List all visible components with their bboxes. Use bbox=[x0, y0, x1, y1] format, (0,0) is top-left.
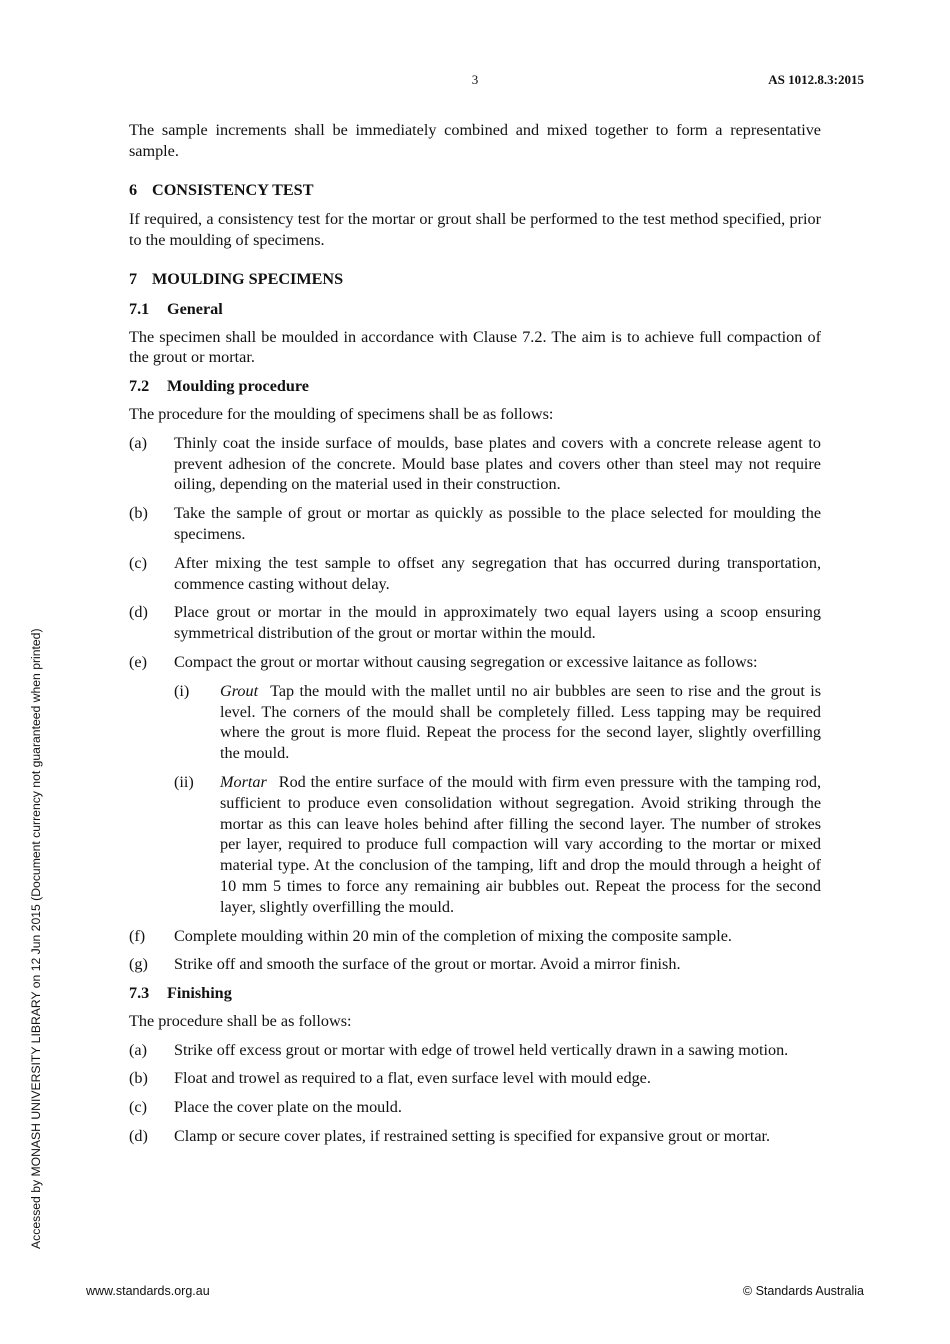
access-watermark: Accessed by MONASH UNIVERSITY LIBRARY on 12 Jun 2015 (Document currency not guaranteed when printed) bbox=[29, 628, 43, 1249]
sub-item-text: Rod the entire surface of the mould with firm even pressure with the tamping rod, sufficient to produce even consolidation without segregation. Avoid striking through the mortar as this can leave holes behind after filling the second layer. The number of strokes per layer, required to produce full compaction will vary according to the mortar or mixed material type. At the conclusion of the tamping, lift and drop the mould through a height of 10 mm 5 times to force any remaining air bubbles out. Repeat the process for the second layer, slightly overfilling the mould. bbox=[220, 772, 821, 916]
section-number: 7.1 bbox=[129, 299, 150, 318]
section-title: Finishing bbox=[167, 984, 232, 1003]
intro-paragraph: The sample increments shall be immediately combined and mixed together to form a representative sample. bbox=[129, 121, 821, 160]
list-item bbox=[129, 1040, 821, 1061]
sub-list-item bbox=[174, 681, 821, 764]
document-body bbox=[129, 120, 821, 1147]
section-7-3-intro: The procedure shall be as follows: bbox=[129, 1011, 352, 1030]
list-item-text: Thinly coat the inside surface of moulds, base plates and covers with a concrete release agent to prevent adhesion of the concrete. Mould base plates and covers other than steel may not require oiling, depending on the material used in their construction. bbox=[174, 433, 821, 494]
list-item-text: Place the cover plate on the mould. bbox=[174, 1098, 402, 1117]
list-item-label: (g) bbox=[129, 955, 148, 974]
list-item bbox=[129, 602, 821, 644]
sub-list-item bbox=[174, 772, 821, 918]
section-number: 7 bbox=[129, 269, 138, 288]
list-item bbox=[129, 652, 821, 918]
list-item bbox=[129, 433, 821, 495]
footer-website: www.standards.org.au bbox=[86, 1284, 210, 1298]
list-item bbox=[129, 1126, 821, 1147]
list-item-text: Complete moulding within 20 min of the completion of mixing the composite sample. bbox=[174, 926, 732, 945]
list-item bbox=[129, 1097, 821, 1118]
sub-item-label: (i) bbox=[174, 681, 190, 700]
list-item-text: Place grout or mortar in the mould in approximately two equal layers using a scoop ensuring symmetrical distribution of the grout or mortar within the mould. bbox=[174, 603, 821, 643]
section-7-2-heading bbox=[129, 376, 821, 397]
list-item-text: Strike off and smooth the surface of the grout or mortar. Avoid a mirror finish. bbox=[174, 955, 681, 974]
list-item bbox=[129, 926, 821, 947]
section-number: 6 bbox=[129, 180, 138, 199]
list-item-text: After mixing the test sample to offset any segregation that has occurred during transportation, commence casting without delay. bbox=[174, 553, 821, 593]
list-item bbox=[129, 1068, 821, 1089]
sub-item-term: Mortar bbox=[220, 772, 267, 791]
list-item-label: (d) bbox=[129, 603, 148, 622]
section-title: General bbox=[167, 299, 223, 318]
list-item bbox=[129, 954, 821, 975]
section-6-heading bbox=[129, 180, 821, 201]
list-item-label: (c) bbox=[129, 553, 147, 572]
list-item bbox=[129, 553, 821, 595]
section-7-heading bbox=[129, 269, 821, 290]
list-item-label: (a) bbox=[129, 433, 147, 452]
sub-item-body bbox=[220, 772, 821, 918]
footer-copyright: © Standards Australia bbox=[742, 1284, 864, 1298]
list-item-label: (b) bbox=[129, 1069, 148, 1088]
sub-item-text: Tap the mould with the mallet until no air bubbles are seen to rise and the grout is level. The corners of the mould shall be completely filled. Less tapping may be required where the grout is more fluid. Repeat the process for the second layer, slightly overfilling the mould. bbox=[220, 681, 821, 763]
section-7-1-paragraph: The specimen shall be moulded in accordance with Clause 7.2. The aim is to achieve full compaction of the grout or mortar. bbox=[129, 327, 821, 367]
page-number: 3 bbox=[471, 72, 479, 87]
standard-identifier: AS 1012.8.3:2015 bbox=[768, 72, 864, 87]
list-item bbox=[129, 503, 821, 545]
list-item-text: Float and trowel as required to a flat, even surface level with mould edge. bbox=[174, 1069, 651, 1088]
list-item-label: (d) bbox=[129, 1127, 148, 1146]
section-7-1-heading bbox=[129, 299, 821, 320]
section-title: CONSISTENCY TEST bbox=[152, 180, 314, 199]
list-item-label: (f) bbox=[129, 926, 146, 945]
sub-item-body bbox=[220, 681, 821, 764]
section-number: 7.2 bbox=[129, 377, 150, 396]
list-item-body bbox=[174, 652, 821, 918]
list-item-text: Take the sample of grout or mortar as quickly as possible to the place selected for moulding the specimens. bbox=[174, 504, 821, 543]
list-item-text: Compact the grout or mortar without causing segregation or excessive laitance as follows: bbox=[174, 652, 758, 671]
sub-item-label: (ii) bbox=[174, 772, 194, 791]
list-item-text: Clamp or secure cover plates, if restrained setting is specified for expansive grout or mortar. bbox=[174, 1127, 771, 1146]
section-number: 7.3 bbox=[129, 984, 150, 1003]
list-item-label: (b) bbox=[129, 504, 148, 523]
list-item-label: (a) bbox=[129, 1040, 147, 1059]
section-title: Moulding procedure bbox=[167, 377, 309, 396]
list-item-label: (c) bbox=[129, 1098, 147, 1117]
section-title: MOULDING SPECIMENS bbox=[152, 269, 344, 288]
list-item-label: (e) bbox=[129, 652, 147, 671]
sub-item-term: Grout bbox=[220, 681, 259, 700]
section-7-3-heading bbox=[129, 983, 821, 1004]
section-7-2-intro: The procedure for the moulding of specimens shall be as follows: bbox=[129, 404, 554, 423]
section-6-paragraph: If required, a consistency test for the mortar or grout shall be performed to the test method specified, prior to the moulding of specimens. bbox=[129, 210, 821, 250]
list-item-text: Strike off excess grout or mortar with edge of trowel held vertically drawn in a sawing motion. bbox=[174, 1040, 789, 1059]
